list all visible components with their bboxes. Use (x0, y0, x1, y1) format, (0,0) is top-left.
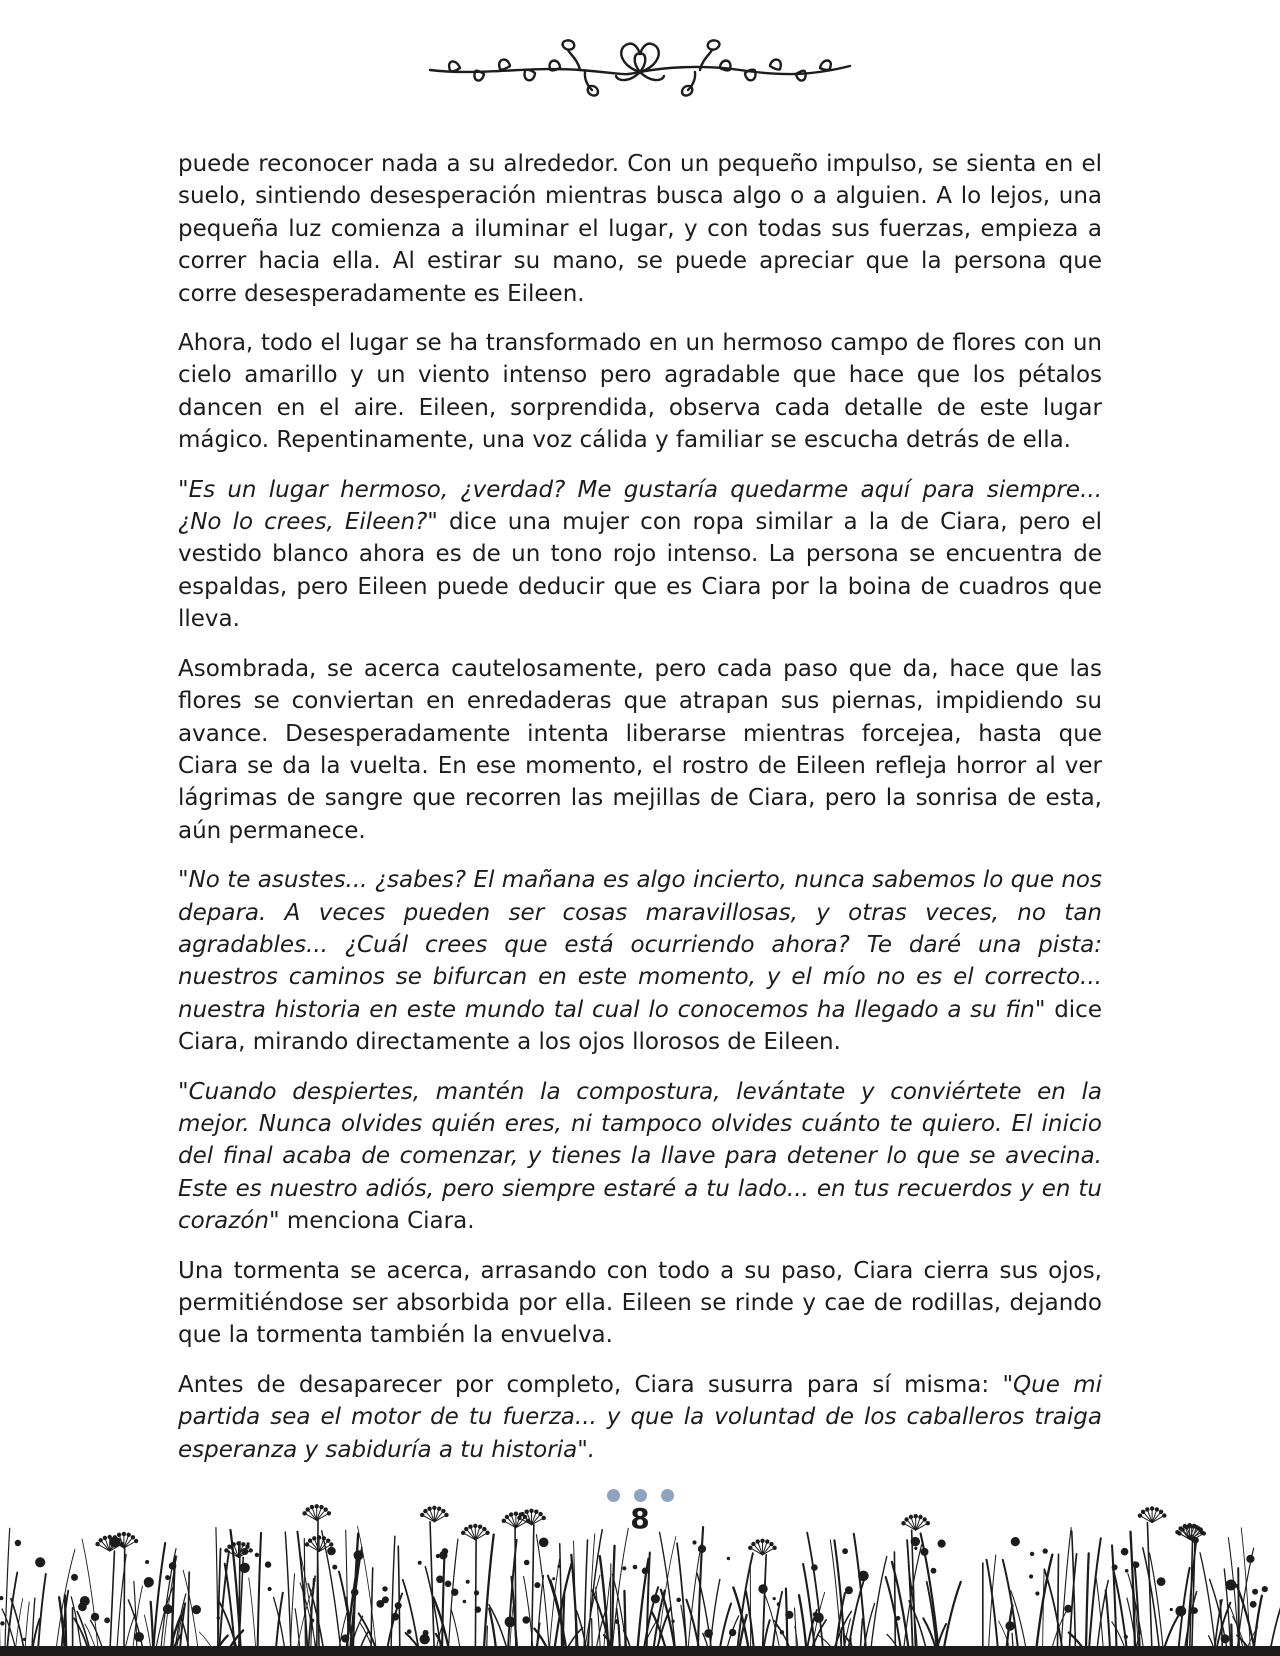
paragraph-p5 (178, 864, 1102, 1058)
quoted-dialogue: "Que mi partida sea el motor de tu fuerza... y que la voluntad de los caballeros traiga esperanza y sabiduría a tu historia". (178, 1371, 1102, 1463)
page-number: 8 (630, 1502, 650, 1535)
quoted-dialogue: "Es un lugar hermoso, ¿verdad? Me gustaría quedarme aquí para siempre... ¿No lo crees, Eileen?" (178, 476, 1102, 536)
floral-vine-ornament-icon (420, 36, 860, 106)
narration: puede reconocer nada a su alrededor. Con un pequeño impulso, se sienta en el suelo, sintiendo desesperación mientras busca algo o a alguien. A lo lejos, una pequeña luz comienza a iluminar el lugar, y con todas sus fuerzas, empieza a correr hacia ella. Al estirar su mano, se puede apreciar que la persona que corre desesperadamente es Eileen. (178, 151, 1102, 307)
quoted-dialogue: "No te asustes... ¿sabes? El mañana es algo incierto, nunca sabemos lo que nos depara. A veces pueden ser cosas maravillosas, y otras veces, no tan agradables... ¿Cuál crees que está ocurriendo ahora? Te daré una pista: nuestros caminos se bifurcan en este momento, y el mío no es el correcto... nuestra historia en este mundo tal cual lo conocemos ha llegado a su fin" (178, 867, 1102, 1023)
paragraph-p8 (178, 1369, 1102, 1466)
paragraph-p1 (178, 148, 1102, 310)
wildflower-meadow-silhouette-icon (0, 1500, 1280, 1656)
paragraph-p2 (178, 327, 1102, 457)
narration: dice una mujer con ropa similar a la de Ciara, pero el vestido blanco ahora es de un tono rojo intenso. La persona se encuentra de espaldas, pero Eileen puede deducir que es Ciara por la boina de cuadros que lleva. (178, 509, 1102, 633)
paragraph-p7 (178, 1255, 1102, 1352)
story-text (178, 148, 1102, 1483)
paragraph-p6 (178, 1076, 1102, 1238)
narration: Una tormenta se acerca, arrasando con todo a su paso, Ciara cierra sus ojos, permitiéndose ser absorbida por ella. Eileen se rinde y cae de rodillas, dejando que la tormenta también la envuelva. (178, 1257, 1102, 1349)
narration: Ahora, todo el lugar se ha transformado en un hermoso campo de flores con un cielo amarillo y un viento intenso pero agradable que hace que los pétalos dancen en el aire. Eileen, sorprendida, observa cada detalle de este lugar mágico. Repentinamente, una voz cálida y familiar se escucha detrás de ella. (178, 330, 1102, 454)
quoted-dialogue: "Cuando despiertes, mantén la compostura, levántate y conviértete en la mejor. Nunca olvides quién eres, ni tampoco olvides cuánto te quiero. El inicio del final acaba de comenzar, y tienes la llave para detener lo que se avecina. Este es nuestro adiós, pero siempre estaré a tu lado... en tus recuerdos y en tu corazón" (178, 1078, 1102, 1235)
narration: Antes de desaparecer por completo, Ciara susurra para sí misma: (178, 1371, 1003, 1398)
narration: menciona Ciara. (279, 1208, 475, 1235)
narration: dice Ciara, mirando directamente a los ojos llorosos de Eileen. (178, 996, 1102, 1056)
paragraph-p3 (178, 474, 1102, 636)
narration: Asombrada, se acerca cautelosamente, pero cada paso que da, hace que las flores se conviertan en enredaderas que atrapan sus piernas, impidiendo su avance. Desesperadamente intenta liberarse mientras forcejea, hasta que Ciara se da la vuelta. En ese momento, el rostro de Eileen refleja horror al ver lágrimas de sangre que recorren las mejillas de Ciara, pero la sonrisa de esta, aún permanece. (178, 655, 1102, 844)
paragraph-p4 (178, 653, 1102, 847)
